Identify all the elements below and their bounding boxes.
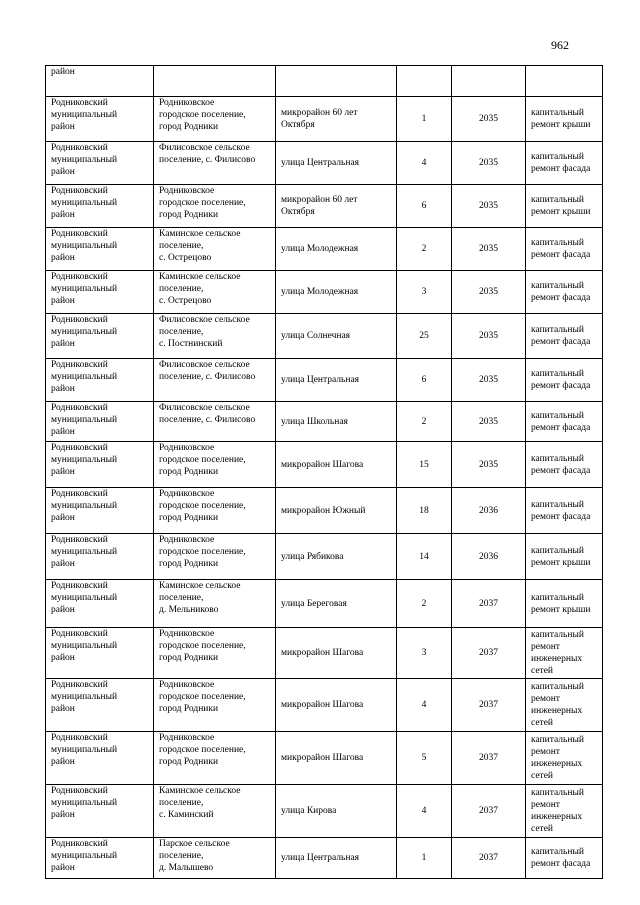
cell-year: 2037 — [452, 679, 526, 732]
cell-street: улица Центральная — [276, 359, 397, 402]
table-row — [46, 628, 603, 679]
table-row — [46, 534, 603, 580]
cell-street: улица Рябикова — [276, 534, 397, 580]
table-row — [46, 732, 603, 785]
cell-house: 15 — [397, 442, 452, 488]
cell-year: 2035 — [452, 271, 526, 314]
table-row — [46, 271, 603, 314]
cell-work: капитальный ремонт инженерных сетей — [526, 785, 603, 838]
cell-district: Родниковский муниципальный район — [46, 488, 154, 534]
cell-year: 2037 — [452, 732, 526, 785]
table-row — [46, 228, 603, 271]
cell-street: микрорайон 60 лет Октября — [276, 185, 397, 228]
cell-house: 2 — [397, 402, 452, 442]
cell-house: 3 — [397, 271, 452, 314]
cell-year: 2037 — [452, 580, 526, 628]
cell-work: капитальный ремонт фасада — [526, 442, 603, 488]
cell-year: 2035 — [452, 402, 526, 442]
cell-street: микрорайон Шагова — [276, 628, 397, 679]
cell-work: капитальный ремонт фасада — [526, 359, 603, 402]
cell-year: 2037 — [452, 628, 526, 679]
table-row — [46, 580, 603, 628]
cell-house: 4 — [397, 785, 452, 838]
cell-district: Родниковский муниципальный район — [46, 838, 154, 879]
cell-settlement: Родниковское городское поселение, город Родники — [154, 534, 276, 580]
cell-district: Родниковский муниципальный район — [46, 142, 154, 185]
cell-year: 2035 — [452, 185, 526, 228]
cell-district: Родниковский муниципальный район — [46, 679, 154, 732]
cell-house — [397, 66, 452, 97]
cell-street: микрорайон Южный — [276, 488, 397, 534]
cell-street: улица Школьная — [276, 402, 397, 442]
cell-year: 2037 — [452, 785, 526, 838]
cell-year: 2035 — [452, 142, 526, 185]
cell-street: улица Молодежная — [276, 228, 397, 271]
cell-settlement: Родниковское городское поселение, город Родники — [154, 628, 276, 679]
repair-schedule-table — [45, 65, 603, 879]
cell-settlement: Филисовское сельское поселение, с. Филисово — [154, 142, 276, 185]
cell-work: капитальный ремонт фасада — [526, 402, 603, 442]
table-row — [46, 488, 603, 534]
cell-street: микрорайон Шагова — [276, 732, 397, 785]
cell-work: капитальный ремонт крыши — [526, 534, 603, 580]
cell-year: 2035 — [452, 442, 526, 488]
table-row — [46, 142, 603, 185]
cell-settlement: Каминское сельское поселение, с. Острецово — [154, 271, 276, 314]
continuation-row — [46, 66, 603, 97]
cell-settlement: Филисовское сельское поселение, с. Постнинский — [154, 314, 276, 359]
cell-work: капитальный ремонт крыши — [526, 97, 603, 142]
cell-district: Родниковский муниципальный район — [46, 402, 154, 442]
table-row — [46, 838, 603, 879]
cell-year: 2035 — [452, 359, 526, 402]
cell-district: Родниковский муниципальный район — [46, 628, 154, 679]
table-row — [46, 442, 603, 488]
cell-district: Родниковский муниципальный район — [46, 271, 154, 314]
cell-house: 2 — [397, 228, 452, 271]
cell-settlement: Филисовское сельское поселение, с. Филисово — [154, 359, 276, 402]
cell-settlement: Филисовское сельское поселение, с. Филисово — [154, 402, 276, 442]
cell-settlement: Родниковское городское поселение, город Родники — [154, 442, 276, 488]
cell-district: Родниковский муниципальный район — [46, 442, 154, 488]
table-row — [46, 402, 603, 442]
cell-year — [452, 66, 526, 97]
cell-house: 14 — [397, 534, 452, 580]
cell-street: микрорайон 60 лет Октября — [276, 97, 397, 142]
cell-district: Родниковский муниципальный район — [46, 534, 154, 580]
cell-district: Родниковский муниципальный район — [46, 314, 154, 359]
cell-year: 2035 — [452, 228, 526, 271]
cell-street: улица Береговая — [276, 580, 397, 628]
cell-house: 1 — [397, 97, 452, 142]
table-body — [46, 66, 603, 879]
cell-year: 2037 — [452, 838, 526, 879]
table-row — [46, 785, 603, 838]
table-row — [46, 679, 603, 732]
cell-district: Родниковский муниципальный район — [46, 185, 154, 228]
cell-house: 4 — [397, 142, 452, 185]
cell-house: 5 — [397, 732, 452, 785]
cell-street: улица Кирова — [276, 785, 397, 838]
cell-settlement: Каминское сельское поселение, с. Каминский — [154, 785, 276, 838]
cell-street: улица Солнечная — [276, 314, 397, 359]
table-row — [46, 185, 603, 228]
cell-work: капитальный ремонт фасада — [526, 314, 603, 359]
cell-work: капитальный ремонт инженерных сетей — [526, 732, 603, 785]
cell-house: 6 — [397, 185, 452, 228]
cell-house: 1 — [397, 838, 452, 879]
cell-work: капитальный ремонт крыши — [526, 580, 603, 628]
cell-street — [276, 66, 397, 97]
cell-year: 2036 — [452, 488, 526, 534]
cell-house: 6 — [397, 359, 452, 402]
cell-year: 2035 — [452, 97, 526, 142]
cell-house: 25 — [397, 314, 452, 359]
cell-street: улица Центральная — [276, 838, 397, 879]
page-number: 962 — [551, 38, 569, 52]
cell-house: 3 — [397, 628, 452, 679]
cell-work: капитальный ремонт фасада — [526, 228, 603, 271]
cell-street: микрорайон Шагова — [276, 679, 397, 732]
cell-house: 2 — [397, 580, 452, 628]
cell-house: 18 — [397, 488, 452, 534]
cell-settlement: Родниковское городское поселение, город Родники — [154, 97, 276, 142]
cell-settlement: Родниковское городское поселение, город Родники — [154, 732, 276, 785]
cell-district: Родниковский муниципальный район — [46, 359, 154, 402]
table-row — [46, 359, 603, 402]
cell-street: микрорайон Шагова — [276, 442, 397, 488]
cell-settlement — [154, 66, 276, 97]
cell-district: район — [46, 66, 154, 97]
cell-work: капитальный ремонт фасада — [526, 838, 603, 879]
table-row — [46, 97, 603, 142]
cell-house: 4 — [397, 679, 452, 732]
cell-work: капитальный ремонт крыши — [526, 185, 603, 228]
cell-settlement: Родниковское городское поселение, город Родники — [154, 185, 276, 228]
table-row — [46, 314, 603, 359]
cell-settlement: Родниковское городское поселение, город Родники — [154, 488, 276, 534]
cell-district: Родниковский муниципальный район — [46, 580, 154, 628]
cell-street: улица Молодежная — [276, 271, 397, 314]
cell-year: 2035 — [452, 314, 526, 359]
cell-settlement: Каминское сельское поселение, с. Острецово — [154, 228, 276, 271]
cell-street: улица Центральная — [276, 142, 397, 185]
cell-work: капитальный ремонт фасада — [526, 271, 603, 314]
cell-district: Родниковский муниципальный район — [46, 732, 154, 785]
cell-work: капитальный ремонт инженерных сетей — [526, 679, 603, 732]
cell-district: Родниковский муниципальный район — [46, 785, 154, 838]
cell-settlement: Родниковское городское поселение, город Родники — [154, 679, 276, 732]
cell-district: Родниковский муниципальный район — [46, 97, 154, 142]
cell-work: капитальный ремонт фасада — [526, 142, 603, 185]
cell-work: капитальный ремонт инженерных сетей — [526, 628, 603, 679]
cell-work — [526, 66, 603, 97]
cell-settlement: Каминское сельское поселение, д. Мельниково — [154, 580, 276, 628]
cell-settlement: Парское сельское поселение, д. Малышево — [154, 838, 276, 879]
cell-district: Родниковский муниципальный район — [46, 228, 154, 271]
cell-year: 2036 — [452, 534, 526, 580]
cell-work: капитальный ремонт фасада — [526, 488, 603, 534]
